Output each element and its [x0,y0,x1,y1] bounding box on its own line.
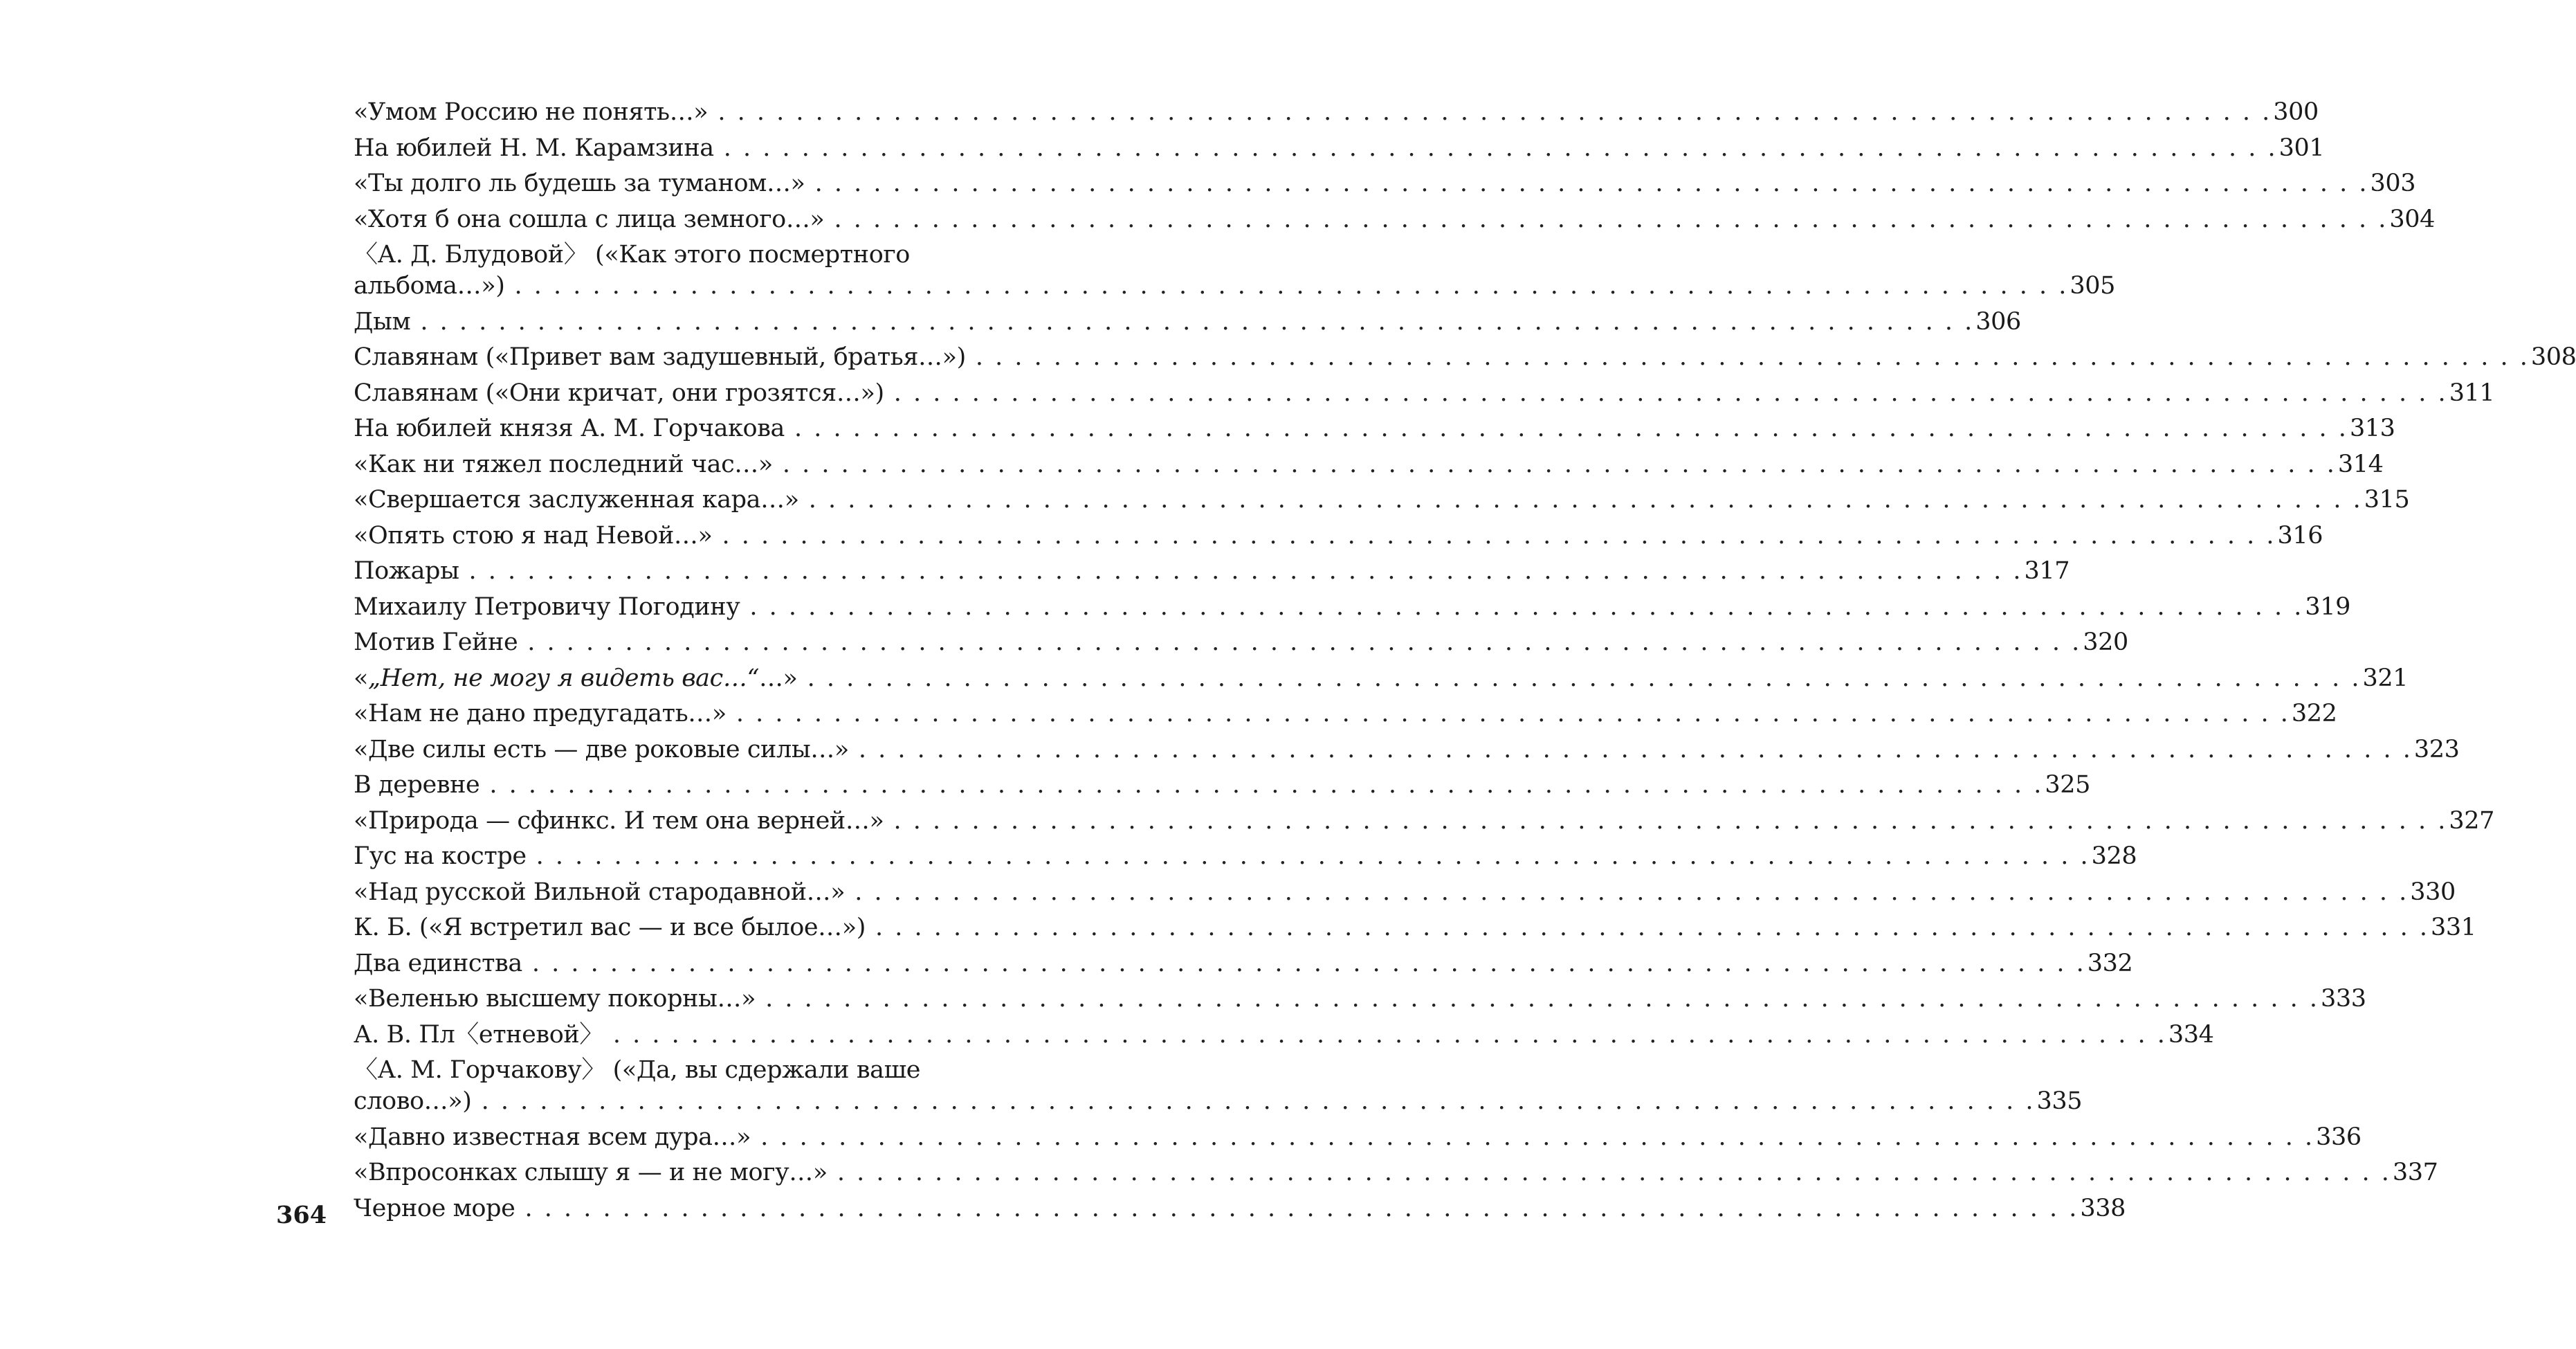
toc-entry-title: «Впросонках слышу я — и не могу…» [354,1159,828,1186]
toc-entry-title: Мотив Гейне [354,628,518,656]
toc-entry [354,1191,2126,1227]
dot-leader: . . . . . . . . . . . . . . . . . . . . . . . . . . . . . . . . . . . . . . . . . . . . . . . . . . . . . . . . . . . . . . . . . . . . . . . . . . . . . . . . [760,1123,2315,1151]
toc-entry [354,910,2476,946]
toc-entry-page: 332 [2087,949,2133,977]
toc-entry [354,95,2319,131]
toc-entry-title: «Как ни тяжел последний час…» [354,450,773,478]
toc-entry [354,305,2021,341]
dot-leader: . . . . . . . . . . . . . . . . . . . . . . . . . . . . . . . . . . . . . . . . . . . . . . . . . . . . . . . . . . . . . . . . . . . . . . . . . . . . . . . . [855,878,2409,906]
toc-entry [354,237,2116,305]
toc-entry-page: 331 [2431,914,2476,941]
toc-entry-page: 335 [2036,1087,2083,1115]
dot-leader: . . . . . . . . . . . . . . . . . . . . . . . . . . . . . . . . . . . . . . . . . . . . . . . . . . . . . . . . . . . . . . . . . . . . . . . . . . . . . . . . [420,307,1975,336]
toc-entry [354,768,2090,804]
dot-leader: . . . . . . . . . . . . . . . . . . . . . . . . . . . . . . . . . . . . . . . . . . . . . . . . . . . . . . . . . . . . . . . . . . . . . . . . . . . . . . . . [531,949,2086,977]
toc-entry [354,518,2323,554]
toc-entry-page: 308 [2530,343,2576,371]
toc-entry-title: «Ты долго ль будешь за туманом…» [354,170,805,197]
toc-entry-title-first-line: 〈А. Д. Блудовой〉 («Как этого посмертного [354,241,910,269]
toc-entry [354,839,2137,875]
toc-entry-title-first-line: 〈А. М. Горчакову〉 («Да, вы сдержали ваше [354,1056,921,1084]
toc-entry-page: 301 [2278,134,2325,162]
toc-entry [354,732,2460,768]
dot-leader: . . . . . . . . . . . . . . . . . . . . . . . . . . . . . . . . . . . . . . . . . . . . . . . . . . . . . . . . . . . . . . . . . . . . . . . . . . . . . . . . [893,806,2448,835]
toc-entry-title: «Свершается заслуженная кара…» [354,486,799,514]
dot-leader: . . . . . . . . . . . . . . . . . . . . . . . . . . . . . . . . . . . . . . . . . . . . . . . . . . . . . . . . . . . . . . . . . . . . . . . . . . . . . . . . [481,1087,2036,1115]
toc-entry-page: 334 [2168,1020,2214,1049]
dot-leader: . . . . . . . . . . . . . . . . . . . . . . . . . . . . . . . . . . . . . . . . . . . . . . . . . . . . . . . . . . . . . . . . . . . . . . . . . . . . . . . . [807,664,2362,692]
dot-leader: . . . . . . . . . . . . . . . . . . . . . . . . . . . . . . . . . . . . . . . . . . . . . . . . . . . . . . . . . . . . . . . . . . . . . . . . . . . . . . . . [858,735,2413,763]
toc-entry [354,1053,2083,1120]
toc-entry-page: 311 [2449,379,2495,407]
toc-entry-page: 325 [2045,771,2090,799]
toc-entry [354,482,2410,518]
dot-leader: . . . . . . . . . . . . . . . . . . . . . . . . . . . . . . . . . . . . . . . . . . . . . . . . . . . . . . . . . . . . . . . . . . . . . . . . . . . . . . . . [527,628,2082,656]
toc-entry [354,554,2070,590]
toc-entry-title: В деревне [354,771,480,799]
dot-leader: . . . . . . . . . . . . . . . . . . . . . . . . . . . . . . . . . . . . . . . . . . . . . . . . . . . . . . . . . . . . . . . . . . . . . . . . . . . . . . . . [718,98,2272,126]
toc-entry-page: 327 [2449,806,2495,835]
toc-entry [354,411,2395,447]
toc-entry [354,946,2133,982]
dot-leader: . . . . . . . . . . . . . . . . . . . . . . . . . . . . . . . . . . . . . . . . . . . . . . . . . . . . . . . . . . . . . . . . . . . . . . . . . . . . . . . . [834,205,2388,233]
toc-entry-title: Два единства [354,949,522,977]
toc-entry-page: 300 [2273,98,2319,126]
toc-entry-page: 306 [1975,307,2021,336]
toc-entry-title: «Природа — сфинкс. И тем она верней…» [354,806,884,835]
toc-entry-page: 303 [2370,170,2416,197]
dot-leader: . . . . . . . . . . . . . . . . . . . . . . . . . . . . . . . . . . . . . . . . . . . . . . . . . . . . . . . . . . . . . . . . . . . . . . . . . . . . . . . . [765,985,2320,1013]
dot-leader: . . . . . . . . . . . . . . . . . . . . . . . . . . . . . . . . . . . . . . . . . . . . . . . . . . . . . . . . . . . . . . . . . . . . . . . . . . . . . . . . [837,1159,2391,1186]
toc-entry-page: 338 [2080,1194,2126,1222]
toc-entry-page: 337 [2392,1159,2438,1186]
toc-entry-title: Дым [354,307,411,336]
dot-leader: . . . . . . . . . . . . . . . . . . . . . . . . . . . . . . . . . . . . . . . . . . . . . . . . . . . . . . . . . . . . . . . . . . . . . . . . . . . . . . . . [514,272,2069,300]
toc-entry [354,661,2409,697]
toc-entry [354,447,2384,483]
toc-entry-page: 336 [2316,1123,2362,1151]
toc-entry-page: 321 [2362,664,2409,692]
toc-entry-page: 330 [2410,878,2456,906]
toc-entry-page: 315 [2364,486,2410,514]
toc-entry-title: На юбилей Н. М. Карамзина [354,134,714,162]
page-number: 364 [276,1201,327,1229]
toc-entry-page: 323 [2413,735,2460,763]
dot-leader: . . . . . . . . . . . . . . . . . . . . . . . . . . . . . . . . . . . . . . . . . . . . . . . . . . . . . . . . . . . . . . . . . . . . . . . . . . . . . . . . [875,914,2429,941]
toc-entry-title: На юбилей князя А. М. Горчакова [354,415,785,442]
toc-entry-title: Славянам («Привет вам задушевный, братья…») [354,343,966,371]
toc-entry [354,625,2128,661]
toc-entry-title: «Хотя б она сошла с лица земного…» [354,205,825,233]
toc-entry-title: слово…») [354,1087,472,1115]
toc-entry [354,875,2456,911]
toc-entry-page: 316 [2277,521,2323,550]
dot-leader: . . . . . . . . . . . . . . . . . . . . . . . . . . . . . . . . . . . . . . . . . . . . . . . . . . . . . . . . . . . . . . . . . . . . . . . . . . . . . . . . [468,557,2023,585]
toc-entry-title: Черное море [354,1194,515,1222]
dot-leader: . . . . . . . . . . . . . . . . . . . . . . . . . . . . . . . . . . . . . . . . . . . . . . . . . . . . . . . . . . . . . . . . . . . . . . . . . . . . . . . . [736,700,2290,727]
title-italic: „Нет, не могу я видеть вас…“ [368,664,759,692]
toc-entry-title: А. В. Пл〈етневой〉 [354,1020,603,1049]
dot-leader: . . . . . . . . . . . . . . . . . . . . . . . . . . . . . . . . . . . . . . . . . . . . . . . . . . . . . . . . . . . . . . . . . . . . . . . . . . . . . . . . [723,134,2278,162]
toc-entry [354,166,2416,202]
dot-leader: . . . . . . . . . . . . . . . . . . . . . . . . . . . . . . . . . . . . . . . . . . . . . . . . . . . . . . . . . . . . . . . . . . . . . . . . . . . . . . . . [749,592,2304,621]
title-suffix: …» [758,664,798,692]
toc-entry-title: «Умом Россию не понять…» [354,98,709,126]
toc-entry-title: «Опять стою я над Невой…» [354,521,713,550]
toc-entry [354,131,2325,167]
toc-entry-title [354,661,798,697]
toc-entry-page: 314 [2337,450,2384,478]
toc-entry [354,1120,2362,1156]
toc-entry-page: 333 [2321,985,2366,1013]
toc-entry-title: «Веленью высшему покорны…» [354,985,756,1013]
toc-entry [354,1155,2438,1191]
toc-entry [354,340,2576,376]
dot-leader: . . . . . . . . . . . . . . . . . . . . . . . . . . . . . . . . . . . . . . . . . . . . . . . . . . . . . . . . . . . . . . . . . . . . . . . . . . . . . . . . [612,1020,2167,1049]
title-prefix: « [354,664,369,692]
toc-entry-page: 304 [2389,205,2435,233]
table-of-contents [354,95,2576,1226]
dot-leader: . . . . . . . . . . . . . . . . . . . . . . . . . . . . . . . . . . . . . . . . . . . . . . . . . . . . . . . . . . . . . . . . . . . . . . . . . . . . . . . . [489,771,2044,799]
dot-leader: . . . . . . . . . . . . . . . . . . . . . . . . . . . . . . . . . . . . . . . . . . . . . . . . . . . . . . . . . . . . . . . . . . . . . . . . . . . . . . . . [536,842,2090,870]
toc-entry-page: 322 [2291,700,2337,727]
dot-leader: . . . . . . . . . . . . . . . . . . . . . . . . . . . . . . . . . . . . . . . . . . . . . . . . . . . . . . . . . . . . . . . . . . . . . . . . . . . . . . . . [893,379,2448,407]
toc-entry-title: «Нам не дано предугадать…» [354,700,727,727]
toc-entry-page: 319 [2305,592,2350,621]
toc-entry-page: 305 [2070,272,2116,300]
toc-entry-page: 328 [2091,842,2137,870]
toc-entry-title: Славянам («Они кричат, они грозятся…») [354,379,884,407]
toc-entry-page: 313 [2349,415,2395,442]
dot-leader: . . . . . . . . . . . . . . . . . . . . . . . . . . . . . . . . . . . . . . . . . . . . . . . . . . . . . . . . . . . . . . . . . . . . . . . . . . . . . . . . [794,415,2348,442]
dot-leader: . . . . . . . . . . . . . . . . . . . . . . . . . . . . . . . . . . . . . . . . . . . . . . . . . . . . . . . . . . . . . . . . . . . . . . . . . . . . . . . . [722,521,2276,550]
toc-entry-title: «Две силы есть — две роковые силы…» [354,735,849,763]
toc-entry-title: альбома…») [354,272,505,300]
dot-leader: . . . . . . . . . . . . . . . . . . . . . . . . . . . . . . . . . . . . . . . . . . . . . . . . . . . . . . . . . . . . . . . . . . . . . . . . . . . . . . . . [975,343,2530,371]
dot-leader: . . . . . . . . . . . . . . . . . . . . . . . . . . . . . . . . . . . . . . . . . . . . . . . . . . . . . . . . . . . . . . . . . . . . . . . . . . . . . . . . [524,1194,2079,1222]
toc-entry [354,696,2337,732]
toc-entry-title: Гус на костре [354,842,527,870]
toc-entry [354,376,2495,412]
toc-entry [354,981,2366,1017]
toc-entry [354,1017,2214,1053]
toc-entry-title: «Давно известная всем дура…» [354,1123,751,1151]
dot-leader: . . . . . . . . . . . . . . . . . . . . . . . . . . . . . . . . . . . . . . . . . . . . . . . . . . . . . . . . . . . . . . . . . . . . . . . . . . . . . . . . [782,450,2337,478]
toc-entry-title: К. Б. («Я встретил вас — и все былое…») [354,914,866,941]
toc-entry-page: 320 [2083,628,2128,656]
toc-entry [354,202,2435,238]
dot-leader: . . . . . . . . . . . . . . . . . . . . . . . . . . . . . . . . . . . . . . . . . . . . . . . . . . . . . . . . . . . . . . . . . . . . . . . . . . . . . . . . [808,486,2363,514]
toc-entry-title: Михаилу Петровичу Погодину [354,592,740,621]
toc-entry-title: «Над русской Вильной стародавной…» [354,878,846,906]
dot-leader: . . . . . . . . . . . . . . . . . . . . . . . . . . . . . . . . . . . . . . . . . . . . . . . . . . . . . . . . . . . . . . . . . . . . . . . . . . . . . . . . [814,170,2369,197]
toc-entry [354,590,2350,626]
toc-entry-title: Пожары [354,557,459,585]
toc-entry [354,804,2495,840]
toc-entry-page: 317 [2024,557,2070,585]
